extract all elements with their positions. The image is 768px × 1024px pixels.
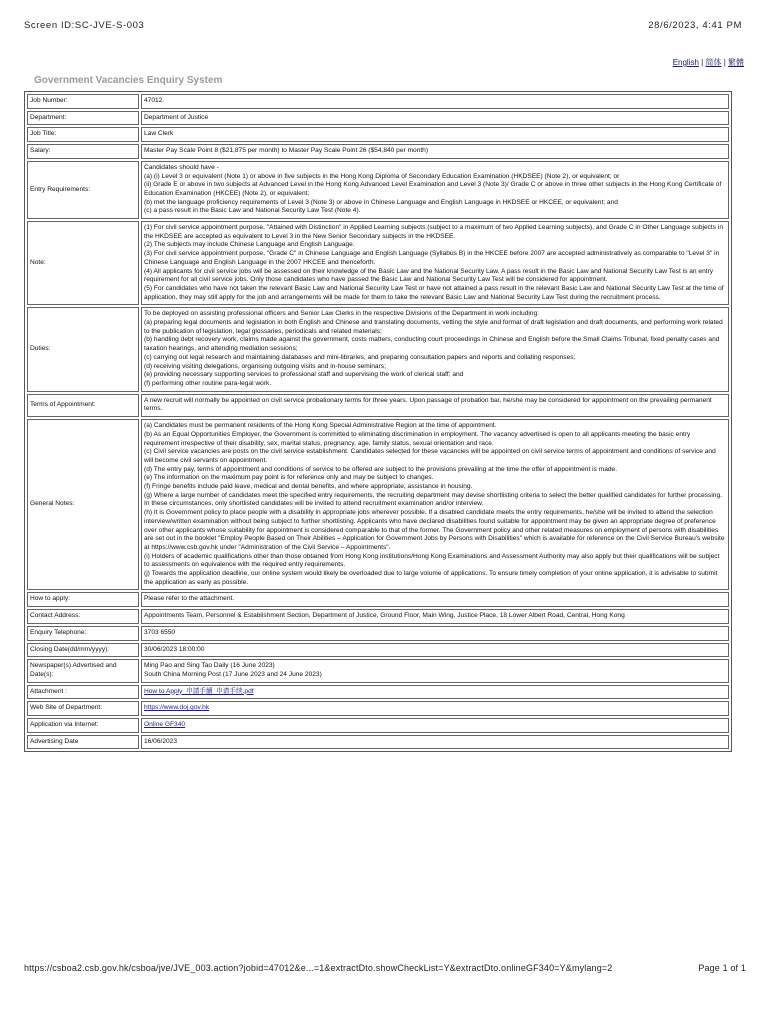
field-label: Salary: — [27, 144, 139, 159]
value-line: (f) performing other routine para-legal work. — [144, 379, 272, 387]
value-line: (d) receiving visiting delegations, organising outgoing visits and in-house seminars; — [144, 362, 386, 370]
value-line: (b) met the language proficiency requirements of Level 3 (Note 3) or above in Chinese Language and English Language in HKDSEE or HKCEE, or equivalent; and — [144, 198, 618, 206]
field-label: Application via Internet: — [27, 718, 139, 733]
row-note — [27, 221, 729, 305]
row-entry-requirements — [27, 161, 729, 219]
field-label: Entry Requirements: — [27, 161, 139, 219]
row-salary — [27, 144, 729, 159]
value-line: (5) For candidates who have not taken the relevant Basic Law and National Security Law Test or have not attained a pass result in the relevant Basic Law and National Security Law Test at the time of application, they may still apply for the job and arrangements will be made for them to take the relevant Basic Law and National Security Law Test during the recruitment process. — [144, 284, 724, 301]
value-line: (b) handling debt recovery work, claims made against the government, costs matters, conducting court proceedings in Chinese and English before the Small Claims Tribunal, fixed penalty cases and taxation hearings, and attending mediation sessions; — [144, 336, 720, 353]
job-details-body — [27, 94, 729, 749]
value-line: (ii) Grade E or above in two subjects at Advanced Level in the Hong Kong Advanced Level Examination and Level 3 (Note 3)/ Grade C or above in three other subjects in the Hong Kong Certificate of Education Examination (HKCEE) (Note 2), or equivalent; — [144, 181, 722, 197]
field-value — [141, 718, 729, 733]
lang-simplified-link[interactable]: 简体 — [705, 58, 722, 67]
value-line: (j) Towards the application deadline, our online system would likely be overloaded due to large volume of applications. To ensure timely completion of your online application, it is advisable to submit the application as early as possible. — [144, 570, 718, 586]
field-label: Newspaper(s) Advertised and Date(s): — [27, 659, 139, 682]
web-site-of-department-link[interactable]: https://www.doj.gov.hk — [144, 704, 210, 712]
lang-separator: | — [698, 58, 706, 67]
screen-id: Screen ID:SC-JVE-S-003 — [24, 20, 145, 31]
field-value — [141, 659, 729, 682]
field-label: Department: — [27, 111, 139, 126]
row-web-site-of-department — [27, 701, 729, 716]
row-newspaper-s-advertised-and-date-s — [27, 659, 729, 682]
row-application-via-internet — [27, 718, 729, 733]
row-job-title — [27, 127, 729, 142]
attachment-link[interactable]: How to Apply_申請手續_申请手续.pdf — [144, 687, 254, 695]
value-line: (a) preparing legal documents and legislation in both English and Chinese and translating documents, vetting the style and format of draft legislation and draft documents, and performing work related to the publication of legislation, legal glossaries, periodicals and related materials; — [144, 319, 723, 335]
field-label: Terms of Appointment: — [27, 394, 139, 417]
value-line: A new recruit will normally be appointed on civil service probationary terms for three years. Upon passage of probation bar, he/she may be considered for appointment on the prevailing permanent terms. — [144, 396, 712, 413]
value-line: Appointments Team, Personnel & Establishment Section, Department of Justice, Ground Floor, Main Wing, Justice Place, 18 Lower Albert Road, Central, Hong Kong — [144, 612, 625, 620]
value-line: (a) (i) Level 3 or equivalent (Note 1) or above in five subjects in the Hong Kong Diploma of Secondary Education Examination (HKDSEE) (Note 2), or equivalent; or — [144, 172, 620, 180]
field-value — [141, 609, 729, 624]
field-value — [141, 394, 729, 417]
field-value — [141, 626, 729, 641]
lang-english-link[interactable]: English — [672, 58, 699, 67]
field-label: Job Title: — [27, 127, 139, 142]
field-label: Enquiry Telephone: — [27, 626, 139, 641]
value-line: (g) Where a large number of candidates meet the specified entry requirements, the recruiting department may devise shortlisting criteria to select the better qualified candidates for further processing. In these circumstances, only shortlisted candidates will be invited to attend recruitment examination and/or interview. — [144, 491, 722, 508]
value-line: (h) It is Government policy to place people with a disability in appropriate jobs wherever possible. If a disabled candidate meets the entry requirements, he/she will be invited to attend the selection interview/written examination without being subject to further shortlisting. Applicants who have declared disabilities found suitable for appointment may be given an appropriate degree of preference over other applicants whose suitability for appointment is considered comparable to that of the former. The Government policy and other related measures on employment of persons with disabilities are set out in the booklet "Employ People Based on Their Abilities – Application for Government Jobs by Persons with Disabilities" which is available for reference on the Civil Service Bureau's website at https://www.csb.gov.hk under "Administration of the Civil Service – Appointments". — [144, 509, 725, 551]
row-advertising-date — [27, 735, 729, 750]
field-value — [141, 161, 729, 219]
field-value — [141, 685, 729, 700]
lang-traditional-link[interactable]: 繁體 — [728, 58, 744, 67]
print-header — [24, 20, 742, 31]
field-label: How to apply: — [27, 592, 139, 607]
row-general-notes — [27, 419, 729, 590]
value-line: Department of Justice — [144, 113, 209, 121]
field-label: Duties: — [27, 307, 139, 391]
value-line: Ming Pao and Sing Tao Daily (16 June 2023) — [144, 662, 275, 670]
row-how-to-apply — [27, 592, 729, 607]
field-label: Note: — [27, 221, 139, 305]
field-value — [141, 221, 729, 305]
row-attachment — [27, 685, 729, 700]
field-value — [141, 94, 729, 109]
field-label: General Notes: — [27, 419, 139, 590]
row-job-number — [27, 94, 729, 109]
row-department — [27, 111, 729, 126]
value-line: 47012 — [144, 97, 163, 104]
field-label: Contact Address: — [27, 609, 139, 624]
field-label: Job Number: — [27, 94, 139, 109]
value-line: (c) Civil service vacancies are posts on the civil service establishment. Candidates selected for these vacancies will be appointed on civil service terms of appointment and conditions of service and will become civil servants on appointment. — [144, 448, 716, 464]
page-url: https://csboa2.csb.gov.hk/csboa/jve/JVE_003.action?jobid=47012&e...=1&extractDto.showCheckList=Y&extractDto.onlineGF340=Y&mylang=2 — [24, 963, 613, 973]
print-datetime: 28/6/2023, 4:41 PM — [648, 20, 742, 31]
value-line: (4) All applicants for civil service jobs will be assessed on their knowledge of the Basic Law and the National Security Law. A pass result in the Basic Law and National Security Law Test is an entry requirement for all civil service jobs. Only those candidates who have passed the Basic Law and National Security Law Test will be considered for appointment. — [144, 267, 714, 284]
value-line: (3) For civil service appointment purpose, "Grade C" in Chinese Language and English Language (Syllabus B) in the HKCEE before 2007 are accepted administratively as comparable to "Level 3" in Chinese Language and English Language in the 2007 HKCEE and thenceforth. — [144, 250, 720, 266]
value-line: (2) The subjects may include Chinese Language and English Language. — [144, 241, 355, 249]
row-enquiry-telephone — [27, 626, 729, 641]
row-duties — [27, 307, 729, 391]
page-count: Page 1 of 1 — [698, 963, 746, 973]
value-line: Please refer to the attachment. — [144, 595, 235, 603]
field-value — [141, 643, 729, 658]
field-value — [141, 307, 729, 391]
field-value — [141, 592, 729, 607]
value-line: Candidates should have - — [144, 163, 219, 171]
field-value — [141, 419, 729, 590]
field-value — [141, 144, 729, 159]
value-line: (f) Fringe benefits include paid leave, medical and dental benefits, and where appropriate, assistance in housing. — [144, 483, 473, 491]
value-line: (c) a pass result in the Basic Law and National Security Law Test (Note 4). — [144, 207, 361, 215]
value-line: (e) providing necessary supporting services to professional staff and supervising the work of clerical staff; and — [144, 371, 464, 379]
lang-separator: | — [721, 58, 728, 67]
value-line: Master Pay Scale Point 8 ($21,875 per month) to Master Pay Scale Point 26 ($54,840 per month) — [144, 147, 429, 155]
value-line: (c) carrying out legal research and maintaining databases and mini-libraries, and preparing consultation papers and reports and collating responses; — [144, 353, 576, 361]
print-footer — [24, 963, 746, 973]
job-details-table — [24, 91, 732, 752]
value-line: (e) The information on the maximum pay point is for reference only and may be subject to changes. — [144, 474, 434, 482]
language-switcher — [673, 57, 744, 68]
value-line: (d) The entry pay, terms of appointment and conditions of service to be offered are subject to the provisions prevailing at the time the offer of appointment is made. — [144, 465, 618, 473]
value-line: South China Morning Post (17 June 2023 and 24 June 2023) — [144, 670, 322, 678]
row-contact-address — [27, 609, 729, 624]
value-line: 30/06/2023 18:00:00 — [144, 645, 205, 653]
row-closing-date-dd-mm-yyyy — [27, 643, 729, 658]
row-terms-of-appointment — [27, 394, 729, 417]
value-line: (i) Holders of academic qualifications other than those obtained from Hong Kong institutions/Hong Kong Examinations and Assessment Authority may also apply but their qualifications will be subject to assessments on equivalence with the required entry requirements. — [144, 552, 720, 569]
value-line: 16/06/2023 — [144, 737, 178, 745]
value-line: 3703 6550 — [144, 628, 176, 636]
system-title: Government Vacancies Enquiry System — [34, 75, 223, 86]
field-label: Closing Date(dd/mm/yyyy): — [27, 643, 139, 658]
field-value — [141, 701, 729, 716]
value-line: (b) As an Equal Opportunities Employer, the Government is committed to eliminating discrimination in employment. The vacancy advertised is open to all applicants meeting the basic entry requirement irrespective of their disability, sex, marital status, pregnancy, age, family status, sexual orientation and race. — [144, 430, 691, 447]
value-line: (a) Candidates must be permanent residents of the Hong Kong Special Administrative Region at the time of appointment. — [144, 422, 497, 430]
field-value — [141, 111, 729, 126]
field-label: Attachment : — [27, 685, 139, 700]
field-value — [141, 735, 729, 750]
field-label: Advertising Date — [27, 735, 139, 750]
value-line: Law Clerk — [144, 130, 174, 138]
field-value — [141, 127, 729, 142]
value-line: (1) For civil service appointment purpose, "Attained with Distinction" in Applied Learning subjects (subject to a maximum of two Applied Learning subjects), and Grade C in Other Language subjects in the HKDSEE are accepted as equivalent to Level 3 in the New Senior Secondary subjects in the HKDSEE. — [144, 224, 724, 240]
application-via-internet-link[interactable]: Online GF340 — [144, 721, 186, 729]
value-line: To be deployed on assisting professional officers and Senior Law Clerks in the respective Divisions of the Department in work including: — [144, 310, 539, 318]
field-label: Web Site of Department: — [27, 701, 139, 716]
